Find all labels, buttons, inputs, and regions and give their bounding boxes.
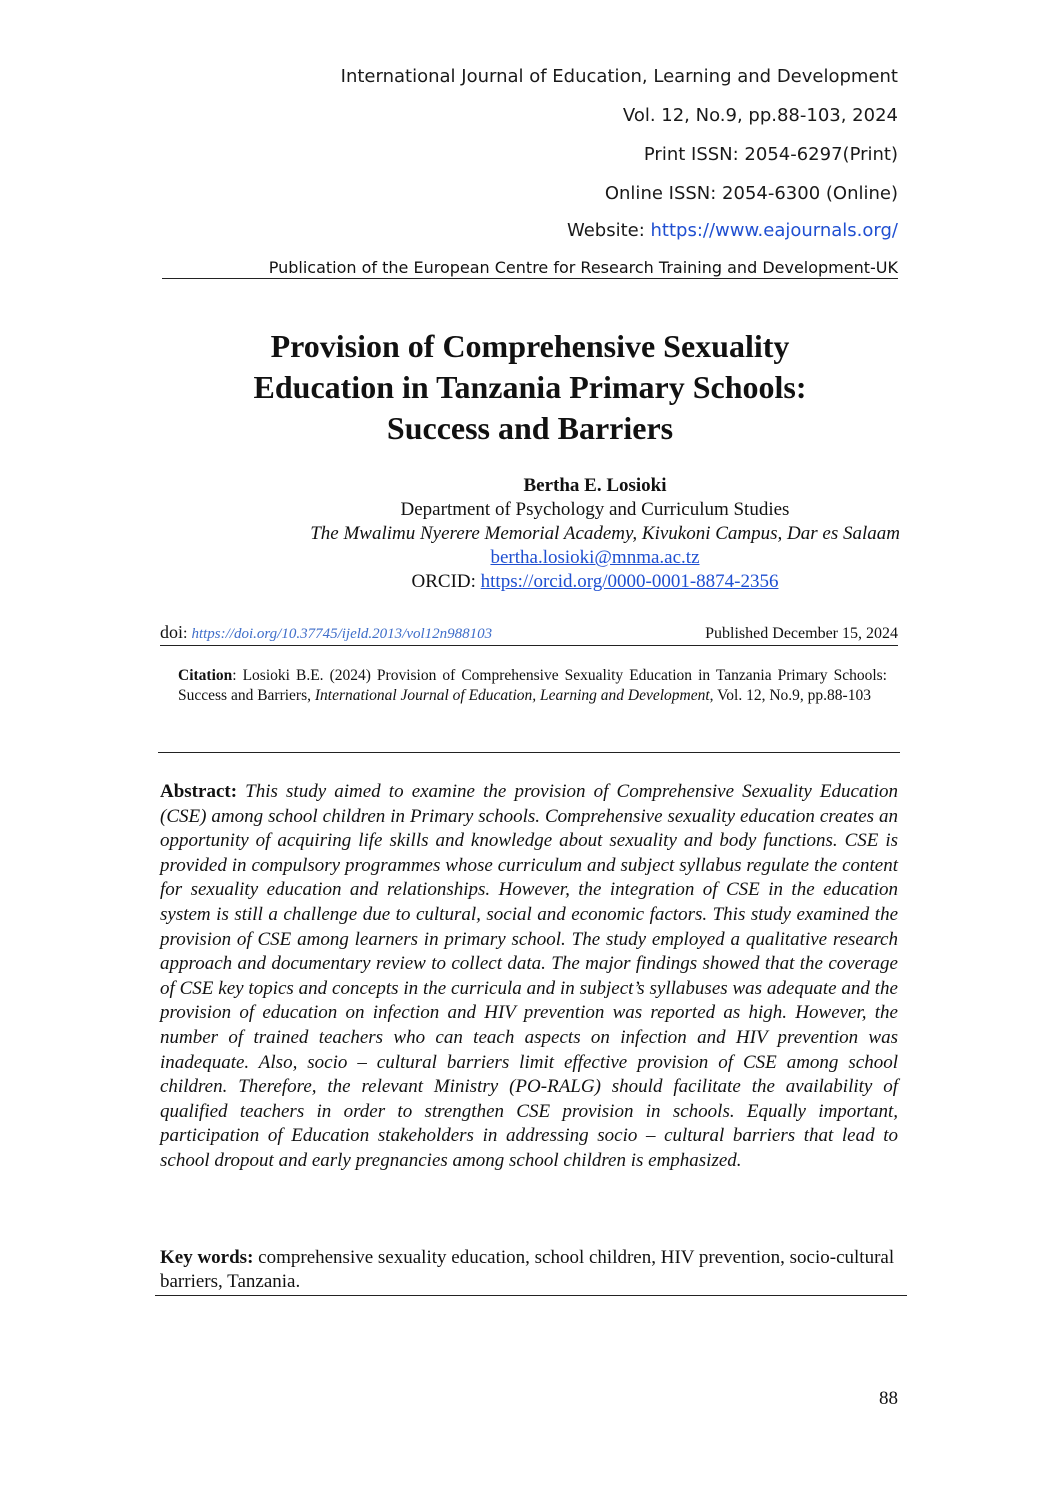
abstract	[160, 780, 898, 1174]
abstract-label: Abstract:	[160, 781, 238, 802]
keywords-text: comprehensive sexuality education, school children, HIV prevention, socio-cultural barriers, Tanzania.	[160, 1247, 895, 1292]
keywords	[160, 1246, 898, 1294]
website-link[interactable]: https://www.eajournals.org/	[650, 220, 898, 241]
divider	[158, 752, 900, 753]
title-line: Success and Barriers	[386, 410, 674, 446]
citation-label: Citation	[178, 667, 233, 684]
doi-link[interactable]: https://doi.org/10.37745/ijeld.2013/vol12n988103	[191, 626, 493, 642]
volume-info: Vol. 12, No.9, pp.88-103, 2024	[622, 105, 898, 126]
page-number: 88	[879, 1388, 898, 1409]
title-line: Education in Tanzania Primary Schools:	[253, 369, 807, 405]
orcid-line	[230, 570, 900, 594]
publisher-line: Publication of the European Centre for Research Training and Development-UK	[162, 258, 898, 279]
website-line	[567, 220, 898, 241]
orcid-label: ORCID:	[411, 571, 481, 592]
author-name: Bertha E. Losioki	[523, 475, 667, 496]
online-issn: Online ISSN: 2054-6300 (Online)	[604, 183, 898, 204]
author-block	[230, 474, 900, 594]
citation-text: : Losioki B.E. (2024) Provision of Comprehensive Sexuality Education in Tanzania Primary Schools: Success and Barriers,	[178, 667, 887, 704]
abstract-text: This study aimed to examine the provision of Comprehensive Sexuality Education (CSE) among school children in Primary schools. Comprehensive sexuality education creates an opportunity of acquiring life skills and knowledge about sexuality and body functions. CSE is provided in compulsory programmes whose curriculum and subject syllabus regulate the content for sexuality education and relationships. However, the integration of CSE in the education system is still a challenge due to cultural, social and economic factors. This study examined the provision of CSE among learners in primary school. The study employed a qualitative research approach and documentary review to collect data. The major findings showed that the coverage of CSE key topics and concepts in the curricula and in subject’s syllabuses was adequate and the provision of education on infection and HIV prevention was reported as high. However, the number of trained teachers who can teach aspects on infection and HIV prevention was inadequate. Also, socio – cultural barriers limit effective provision of CSE among school children. Therefore, the relevant Ministry (PO-RALG) should facilitate the availability of qualified teachers in order to strengthen CSE provision in schools. Equally important, participation of Education stakeholders in addressing socio – cultural barriers that lead to school dropout and early pregnancies among school children is emphasized.	[160, 781, 898, 1171]
orcid-link[interactable]: https://orcid.org/0000-0001-8874-2356	[480, 571, 779, 592]
doi-row	[160, 622, 898, 646]
doi-container	[160, 622, 492, 643]
keywords-label: Key words:	[160, 1247, 254, 1268]
journal-name: International Journal of Education, Learning and Development	[340, 66, 898, 87]
published-date: Published December 15, 2024	[705, 625, 898, 642]
department: Department of Psychology and Curriculum Studies	[400, 499, 790, 520]
article-title	[150, 326, 910, 449]
title-line: Provision of Comprehensive Sexuality	[270, 328, 790, 364]
institution: The Mwalimu Nyerere Memorial Academy, Kivukoni Campus, Dar es Salaam	[310, 523, 900, 544]
doi-separator: :	[183, 625, 192, 642]
print-issn: Print ISSN: 2054-6297(Print)	[643, 144, 898, 165]
citation-journal: International Journal of Education, Learning and Development	[314, 687, 710, 704]
citation-volume: , Vol. 12, No.9, pp.88-103	[709, 687, 871, 704]
website-label: Website:	[566, 220, 651, 241]
author-email-link[interactable]: bertha.losioki@mnma.ac.tz	[490, 547, 700, 568]
doi-label: doi	[160, 622, 184, 642]
divider	[155, 1295, 907, 1296]
citation	[178, 666, 887, 706]
